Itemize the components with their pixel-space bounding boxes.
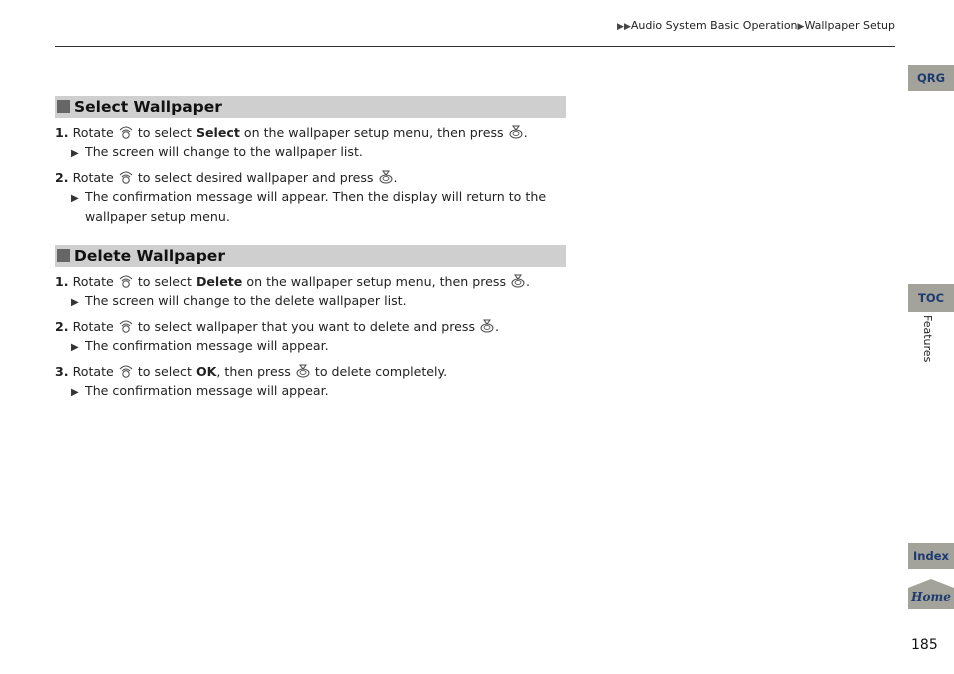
chapter-label: Features [921,315,934,363]
rotate-knob-icon [118,125,134,139]
square-bullet-icon [57,100,70,113]
section-heading: Delete Wallpaper [55,245,566,267]
qrg-tab[interactable]: QRG [908,65,954,91]
home-icon [908,579,954,609]
rotate-knob-icon [118,170,134,184]
square-bullet-icon [57,249,70,262]
svg-text:Home: Home [911,590,951,604]
index-tab[interactable]: Index [908,543,954,569]
press-knob-icon [295,364,311,378]
step: 2. Rotate to select desired wallpaper and press . ▶ The confirmation message will appear. Then the display will return to the wallpaper setup menu. [55,170,547,224]
toc-tab[interactable]: TOC [908,284,954,312]
page-number: 185 [911,637,938,653]
step: 3. Rotate to select OK, then press to delete completely. ▶ The confirmation message will appear. [55,364,448,398]
rotate-knob-icon [118,274,134,288]
header-rule [55,46,895,47]
breadcrumb-item[interactable]: Audio System Basic Operation [630,19,798,32]
section-heading: Select Wallpaper [55,96,566,118]
breadcrumb-item[interactable]: Wallpaper Setup [804,19,895,32]
press-knob-icon [479,319,495,333]
press-knob-icon [508,125,524,139]
breadcrumb: ▶▶Audio System Basic Operation▶Wallpaper Setup [617,19,895,32]
step: 1. Rotate to select Select on the wallpaper setup menu, then press . ▶ The screen will change to the wallpaper list. [55,125,528,159]
step: 1. Rotate to select Delete on the wallpaper setup menu, then press . ▶ The screen will change to the delete wallpaper list. [55,274,531,308]
rotate-knob-icon [118,319,134,333]
press-knob-icon [378,170,394,184]
step: 2. Rotate to select wallpaper that you want to delete and press . ▶ The confirmation message will appear. [55,319,500,353]
press-knob-icon [510,274,526,288]
rotate-knob-icon [118,364,134,378]
home-button[interactable] [908,579,954,609]
